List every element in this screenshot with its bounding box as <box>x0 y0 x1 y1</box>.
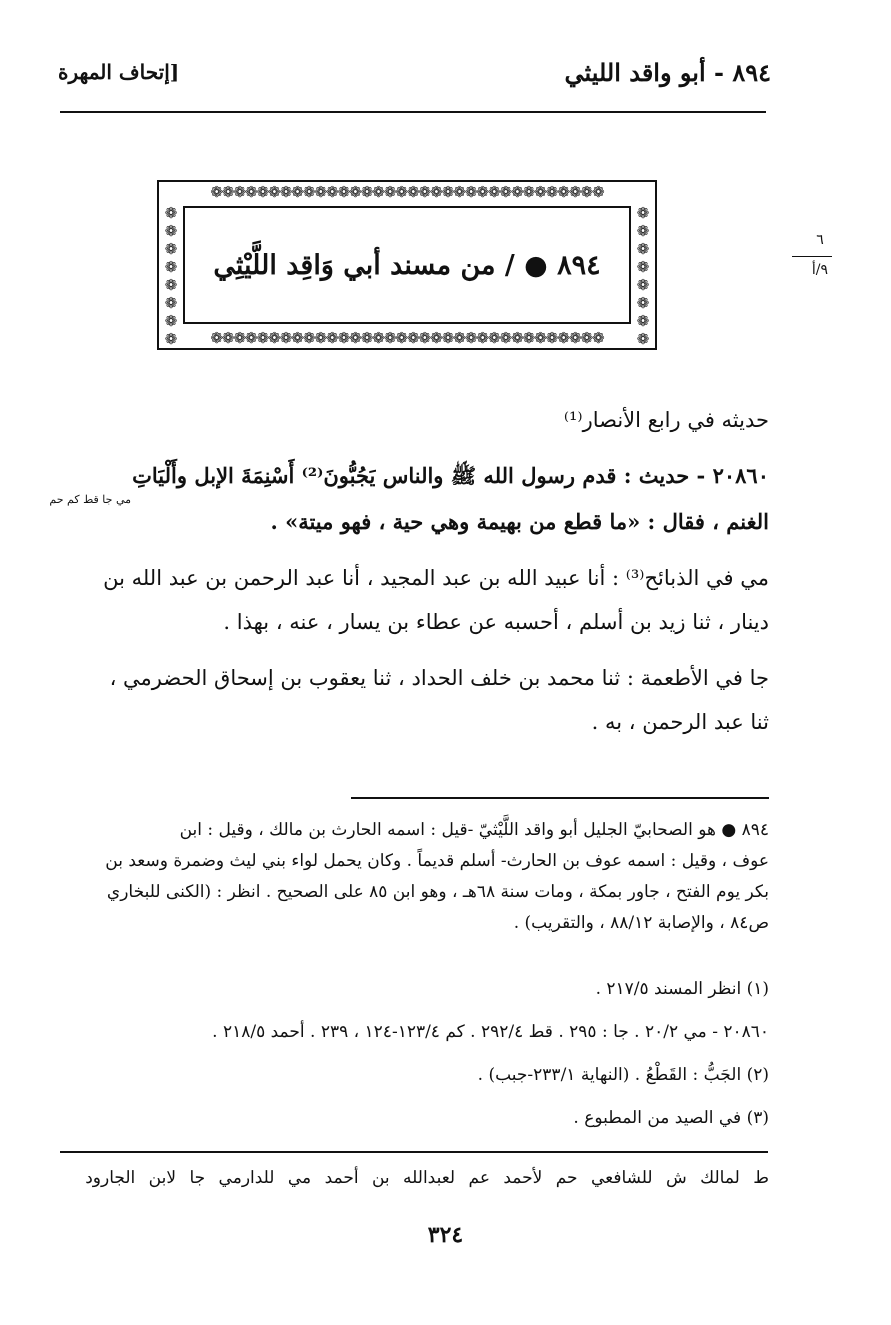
isnad-jarud-line-1: جا في الأطعمة : ثنا محمد بن خلف الحداد ، ثنا يعقوب بن إسحاق الحضرمي ، <box>109 666 769 690</box>
frame-ornament-bottom: ❁❁❁❁❁❁❁❁❁❁❁❁❁❁❁❁❁❁❁❁❁❁❁❁❁❁❁❁❁❁❁❁❁❁ <box>210 329 604 347</box>
footnote-1: (١) انظر المسند ٢١٧/٥ . <box>595 979 769 999</box>
margin-note-top: ٦ <box>816 232 824 248</box>
hadith-text-line-1: ٢٠٨٦٠ - حديث : قدم رسول الله ﷺ والناس يَجُبُّونَ⁽²⁾ أَسْنِمَةَ الإبل وأَلْيَاتِ <box>132 463 769 488</box>
footnote-3: (٣) في الصيد من المطبوع . <box>573 1108 769 1128</box>
hadith-text-line-2: الغنم ، فقال : «ما قطع من بهيمة وهي حية ، فهو ميتة» . <box>270 509 769 534</box>
legend-rule <box>60 1151 768 1153</box>
isnad-darimi-line-2: دينار ، ثنا زيد بن أسلم ، أحسبه عن عطاء بن يسار ، عنه ، بهذا . <box>223 610 769 634</box>
page-number: ٣٢٤ <box>427 1222 464 1248</box>
frame-ornament-top: ❁❁❁❁❁❁❁❁❁❁❁❁❁❁❁❁❁❁❁❁❁❁❁❁❁❁❁❁❁❁❁❁❁❁ <box>210 183 604 201</box>
running-header-title: ٨٩٤ - أبو واقد الليثي <box>564 58 771 87</box>
footnote-bio-line-2: عوف ، وقيل : اسمه عوف بن الحارث- أسلم قديماً . وكان يحمل لواء بني ليث وضمرة وسعد بن <box>105 851 769 871</box>
footnote-bio-line-1: ٨٩٤ ● هو الصحابيّ الجليل أبو واقد اللَّيْثيّ -قيل : اسمه الحارث بن مالك ، وقيل : ابن <box>179 820 769 840</box>
footnote-2: (٢) الجَبُّ : القَطْعُ . (النهاية ٢٣٣/١-جبب) . <box>477 1065 769 1085</box>
abbreviation-legend: ط لمالك ش للشافعي حم لأحمد عم لعبدالله بن أحمد مي للدارمي جا لابن الجارود <box>85 1168 769 1188</box>
ornamental-frame <box>157 180 657 350</box>
isnad-darimi-line-1: مي في الذبائح⁽³⁾ : أنا عبيد الله بن عبد المجيد ، أنا عبد الرحمن بن عبد الله بن <box>103 566 769 590</box>
frame-inner-box <box>183 206 631 324</box>
section-title: ٨٩٤ ● / من مسند أبي وَاقِد اللَّيْثِي <box>213 249 601 281</box>
margin-note-bottom: ٩/أ <box>811 262 829 278</box>
footnote-references: ٢٠٨٦٠ - مي ٢٠/٢ . جا : ٢٩٥ . قط ٢٩٢/٤ . كم ١٢٣/٤-١٢٤ ، ٢٣٩ . أحمد ٢١٨/٥ . <box>212 1022 769 1042</box>
frame-ornament-left: ❁❁❁❁❁❁❁❁ <box>162 204 180 348</box>
frame-ornament-right: ❁❁❁❁❁❁❁❁ <box>634 204 652 348</box>
source-sigla: مي جا قط كم حم <box>49 493 131 506</box>
header-rule <box>60 111 766 113</box>
footnote-rule <box>351 797 769 799</box>
footnote-bio-line-3: بكر يوم الفتح ، جاور بمكة ، ومات سنة ٦٨هـ ، وهو ابن ٨٥ على الصحيح . انظر : (الكنى للبخاري <box>106 882 769 902</box>
hadith-heading: حديثه في رابع الأنصار⁽¹⁾ <box>563 408 769 432</box>
margin-note-divider <box>792 256 832 257</box>
footnote-bio-line-4: ص٨٤ ، والإصابة ٨٨/١٢ ، والتقريب) . <box>513 913 769 933</box>
running-header-book: [إتحاف المهرة <box>58 60 180 84</box>
isnad-jarud-line-2: ثنا عبد الرحمن ، به . <box>591 710 769 734</box>
